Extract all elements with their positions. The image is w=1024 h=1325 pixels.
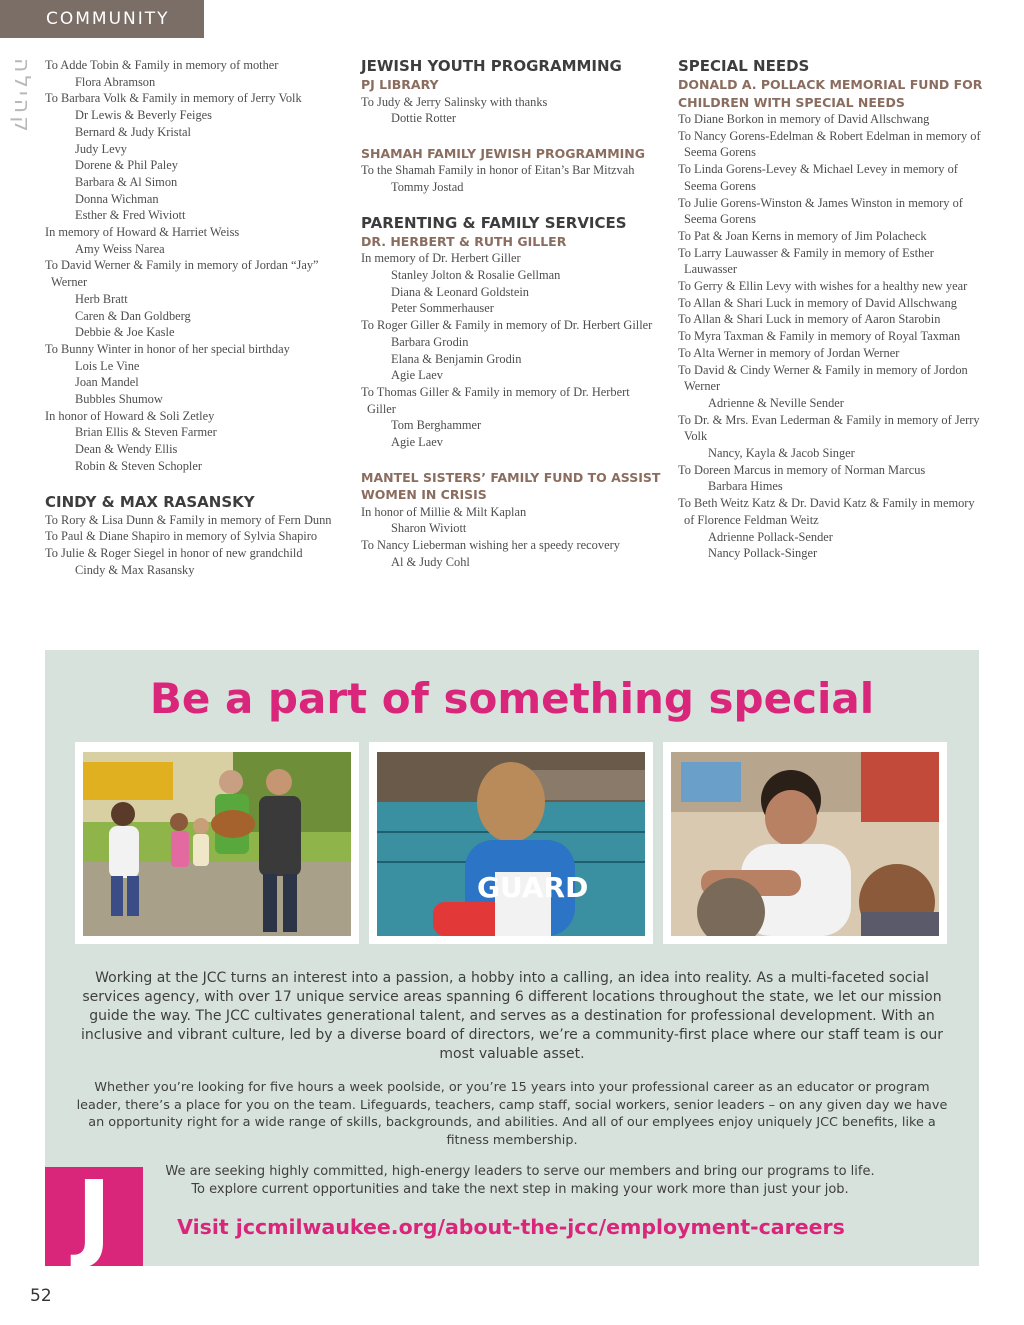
spacer [361, 196, 661, 214]
dedication-line: To Allan & Shari Luck in memory of David Allschwang [678, 295, 957, 310]
dedication-line: To Roger Giller & Family in memory of Dr. Herbert Giller [361, 318, 653, 333]
dedication-line: To Bunny Winter in honor of her special birthday [45, 341, 290, 356]
dedication-line: In honor of Millie & Milt Kaplan [361, 504, 527, 519]
dedication-line: To Pat & Joan Kerns in memory of Jim Polacheck [678, 228, 927, 243]
donor-name: Nancy, Kayla & Jacob Singer [708, 446, 855, 461]
donations-column-3 [678, 57, 983, 562]
spacer [361, 451, 661, 469]
dedication-line: To Doreen Marcus in memory of Norman Marcus [678, 462, 926, 477]
photo-camp-dance [75, 742, 359, 944]
donor-name: Dr Lewis & Beverly Feiges [75, 108, 212, 123]
donor-name: Robin & Steven Schopler [75, 458, 202, 473]
donor-name: Flora Abramson [75, 74, 156, 89]
dedication-line: To Linda Gorens-Levey & Michael Levey in memory of Seema Gorens [678, 162, 958, 193]
donor-name: Elana & Benjamin Grodin [391, 351, 522, 366]
dedication-line: To Rory & Lisa Dunn & Family in memory of Fern Dunn [45, 512, 332, 527]
section-tab: COMMUNITY [0, 0, 204, 38]
donor-name: Agie Laev [391, 368, 443, 383]
lifeguard-image [377, 752, 645, 936]
fund-heading: PARENTING & FAMILY SERVICES [361, 213, 627, 232]
photo-lifeguard [369, 742, 653, 944]
dedication-line: To Adde Tobin & Family in memory of mother [45, 58, 279, 72]
donor-name: Nancy Pollack-Singer [708, 546, 818, 561]
donor-name: Barbara & Al Simon [75, 174, 178, 189]
donor-name: Tom Berghammer [391, 418, 482, 433]
jcc-logo: J [45, 1167, 143, 1266]
careers-link[interactable]: Visit jccmilwaukee.org/about-the-jcc/employment-careers [177, 1215, 845, 1239]
spacer [361, 127, 661, 145]
donor-name: Barbara Himes [708, 479, 783, 494]
ad-paragraph-2: Whether you’re looking for five hours a week poolside, or you’re 15 years into your professional career as an educator or program leader, there’s a place for you on the team. Lifeguards, teachers, camp staff, social workers, senior leaders – on any given day we have an opportunity right for a wide range of skills, backgrounds, and abilities. And all of our emplyees enjoy uniquely JCC benefits, like a fitness membership. [76, 1080, 948, 1148]
dedication-line: To Judy & Jerry Salinsky with thanks [361, 94, 548, 109]
photo-teacher-kids [663, 742, 947, 944]
dedication-line: To Nancy Lieberman wishing her a speedy recovery [361, 538, 620, 553]
donor-name: Dottie Rotter [391, 111, 457, 126]
dedication-line: In memory of Dr. Herbert Giller [361, 251, 521, 266]
dedication-line: To David Werner & Family in memory of Jordan “Jay” Werner [45, 258, 319, 290]
donor-name: Dorene & Phil Paley [75, 158, 178, 173]
donor-name: Al & Judy Cohl [391, 554, 470, 569]
fund-subheading: DONALD A. POLLACK MEMORIAL FUND FOR CHILDREN WITH SPECIAL NEEDS [678, 77, 983, 110]
donor-name: Caren & Dan Goldberg [75, 308, 191, 323]
dedication-line: To Gerry & Ellin Levy with wishes for a healthy new year [678, 279, 968, 294]
fund-subheading: DR. HERBERT & RUTH GILLER [361, 233, 567, 249]
ad-title: Be a part of something special [149, 674, 875, 723]
dedication-line: To Alta Werner in memory of Jordan Werner [678, 345, 900, 360]
dedication-line: To Larry Lauwasser & Family in memory of Esther Lauwasser [678, 245, 934, 277]
dedication-line: To Diane Borkon in memory of David Allschwang [678, 112, 930, 126]
donor-name: Diana & Leonard Goldstein [391, 284, 529, 299]
donations-column-2 [361, 57, 661, 571]
teacher-kids-image [671, 752, 939, 936]
fund-heading: CINDY & MAX RASANSKY [45, 492, 255, 511]
donor-name: Bernard & Judy Kristal [75, 124, 191, 139]
dedication-line: To Beth Weitz Katz & Dr. David Katz & Family in memory of Florence Feldman Weitz [678, 496, 975, 527]
donor-name: Agie Laev [391, 435, 443, 450]
ad-paragraph-1: Working at the JCC turns an interest into a passion, a hobby into a calling, an idea into reality. As a multi-faceted social services agency, with over 17 unique service areas spanning 6 different locations throughout the state, we let our mission guide the way. The JCC cultivates generational talent, and serves as a destination for professional development. With an inclusive and vibrant culture, led by a diverse board of directors, we’re a community-first place where our staff team is our most valuable asset. [80, 970, 944, 1062]
donor-name: Peter Sommerhauser [391, 301, 494, 316]
fund-heading: SPECIAL NEEDS [678, 57, 810, 75]
donor-name: Amy Weiss Narea [75, 241, 165, 256]
dedication-line: To Thomas Giller & Family in memory of Dr. Herbert Giller [361, 384, 630, 416]
donor-name: Bubbles Shumow [75, 392, 163, 407]
ad-paragraph-3 [150, 1163, 890, 1199]
dedication-line: To Dr. & Mrs. Evan Lederman & Family in memory of Jerry Volk [678, 412, 980, 444]
dedication-line: To the Shamah Family in honor of Eitan’s Bar Mitzvah [361, 163, 635, 178]
dedication-line: In honor of Howard & Soli Zetley [45, 408, 215, 423]
ad-paragraph-3-line-1: We are seeking highly committed, high-energy leaders to serve our members and bring our programs to life. [165, 1164, 875, 1179]
dedication-line: To Julie Gorens-Winston & James Winston in memory of Seema Gorens [678, 195, 963, 227]
fund-subheading: MANTEL SISTERS’ FAMILY FUND TO ASSIST WOMEN IN CRISIS [361, 469, 661, 503]
donor-name: Lois Le Vine [75, 358, 140, 373]
dedication-line: To Allan & Shari Luck in memory of Aaron Starobin [678, 312, 941, 327]
dedication-line: To Myra Taxman & Family in memory of Royal Taxman [678, 329, 961, 344]
ad-paragraph-3-line-2: To explore current opportunities and take the next step in making your work more than just your job. [191, 1182, 849, 1197]
donor-name: Cindy & Max Rasansky [75, 562, 195, 577]
donor-name: Barbara Grodin [391, 334, 469, 349]
donor-name: Adrienne Pollack-Sender [708, 529, 833, 544]
camp-dance-image [83, 752, 351, 936]
donor-name: Donna Wichman [75, 191, 159, 206]
hebrew-section-label: קהילה [9, 58, 34, 135]
spacer [45, 475, 345, 493]
donor-name: Esther & Fred Wiviott [75, 208, 186, 223]
donor-name: Judy Levy [75, 141, 127, 156]
donor-name: Sharon Wiviott [391, 521, 467, 536]
donor-name: Adrienne & Neville Sender [708, 395, 844, 410]
donor-name: Tommy Jostad [391, 180, 464, 195]
page-number: 52 [30, 1286, 52, 1306]
donor-name: Brian Ellis & Steven Farmer [75, 425, 217, 440]
guard-shirt-text: GUARD [477, 871, 589, 904]
donor-name: Dean & Wendy Ellis [75, 442, 178, 457]
donor-name: Debbie & Joe Kasle [75, 325, 175, 340]
donations-column-1 [45, 57, 345, 578]
dedication-line: To Paul & Diane Shapiro in memory of Sylvia Shapiro [45, 529, 318, 544]
dedication-line: To David & Cindy Werner & Family in memory of Jordon Werner [678, 362, 968, 394]
dedication-line: To Nancy Gorens-Edelman & Robert Edelman in memory of Seema Gorens [678, 128, 981, 160]
dedication-line: To Julie & Roger Siegel in honor of new grandchild [45, 545, 303, 560]
donor-name: Joan Mandel [75, 375, 139, 390]
fund-subheading: SHAMAH FAMILY JEWISH PROGRAMMING [361, 145, 646, 161]
donor-name: Herb Bratt [75, 291, 128, 306]
dedication-line: To Barbara Volk & Family in memory of Jerry Volk [45, 91, 302, 106]
donor-name: Stanley Jolton & Rosalie Gellman [391, 268, 561, 283]
dedication-line: In memory of Howard & Harriet Weiss [45, 225, 240, 240]
fund-heading: JEWISH YOUTH PROGRAMMING [361, 57, 622, 75]
fund-subheading: PJ LIBRARY [361, 77, 439, 92]
